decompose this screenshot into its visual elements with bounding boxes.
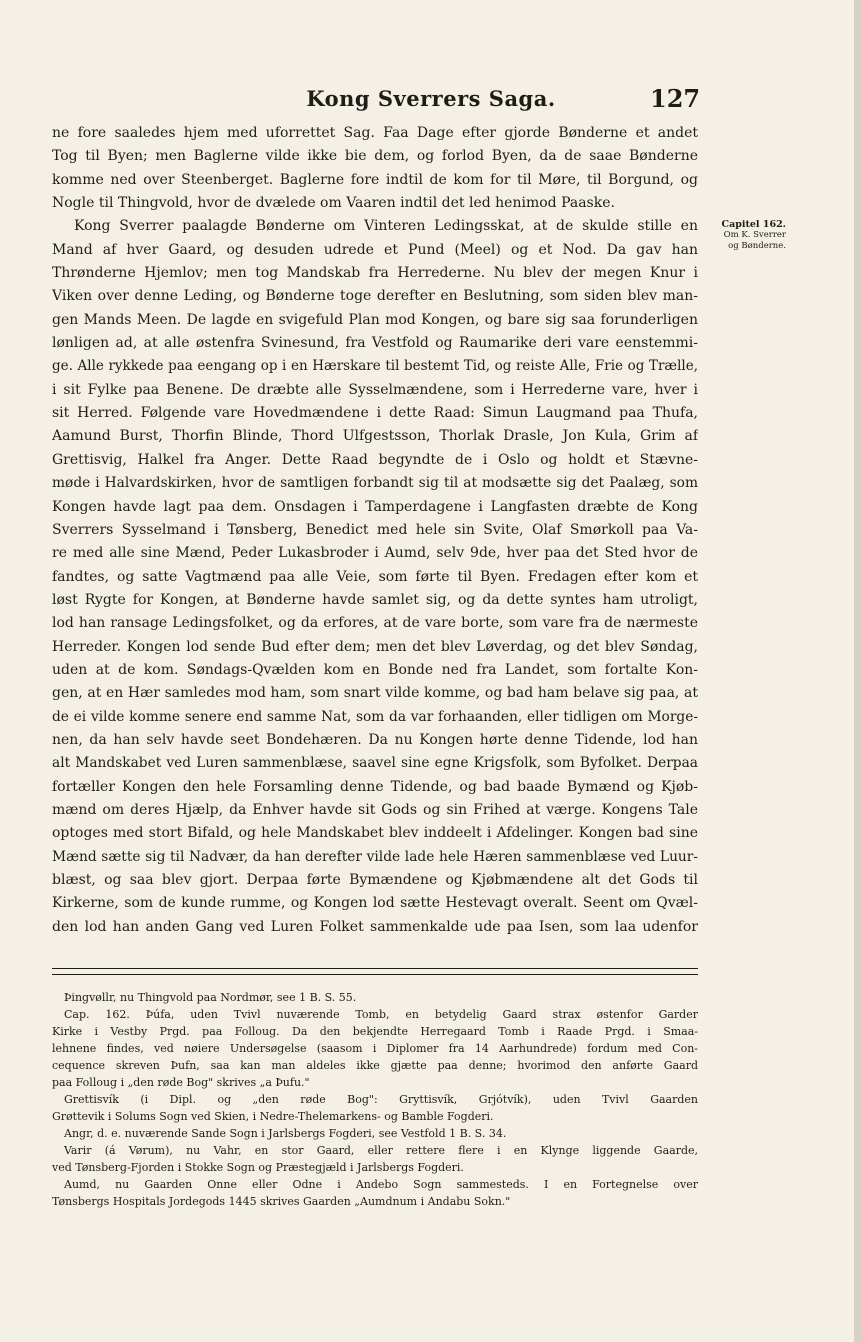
footnote-line: Grøttevik i Solums Sogn ved Skien, i Nedre-Thelemarkens- og Bamble Fogderi.: [52, 1110, 494, 1123]
body-line: mænd om deres Hjælp, da Enhver havde sit Gods og sin Frihed at værge. Kongens Tale: [52, 801, 698, 818]
footnote-line: Grettisvík (i Dipl. og „den røde Bog": Gryttisvík, Grjótvík), uden Tvivl Gaarden: [64, 1093, 698, 1106]
margin-note-line: Om K. Sverrer: [723, 230, 786, 240]
footnote-line: Þingvøllr, nu Thingvold paa Nordmør, see 1 B. S. 55.: [64, 991, 357, 1004]
body-line: Mænd sætte sig til Nadvær, da han derefter vilde lade hele Hæren sammenblæse ved Luur-: [52, 848, 698, 865]
body-line: ge. Alle rykkede paa eengang op i en Hærskare til bestemt Tid, og reiste Alle, Frie og Trælle,: [52, 358, 698, 375]
footnote-line: Angr, d. e. nuværende Sande Sogn i Jarlsbergs Fogderi, see Vestfold 1 B. S. 34.: [64, 1127, 507, 1140]
footnote-line: Tønsbergs Hospitals Jordegods 1445 skrives Gaarden „Aumdnum i Andabu Sokn.": [52, 1195, 511, 1208]
body-line: optoges med stort Bifald, og hele Mandskabet blev inddeelt i Afdelinger. Kongen bad sine: [52, 825, 698, 842]
body-line: uden at de kom. Søndags-Qvælden kom en Bonde ned fra Landet, som fortalte Kon-: [52, 661, 698, 678]
body-line: Herreder. Kongen lod sende Bud efter dem; men det blev Løverdag, og det blev Søndag,: [52, 638, 698, 655]
body-line: Viken over denne Leding, og Bønderne toge derefter en Beslutning, som siden blev man-: [52, 288, 698, 305]
body-line: Thrønderne Hjemlov; men tog Mandskab fra Herrederne. Nu blev der megen Knur i: [52, 265, 698, 282]
body-line: blæst, og saa blev gjort. Derpaa førte Bymændene og Kjøbmændene alt det Gods til: [52, 872, 698, 888]
footnote-line: paa Folloug i „den røde Bog" skrives „a Þufu.": [52, 1076, 310, 1089]
body-line: lod han ransage Ledingsfolket, og da erfores, at de vare borte, som vare fra de nærmeste: [52, 615, 698, 632]
running-title: Kong Sverrers Saga.: [306, 86, 556, 111]
page-header: [0, 86, 862, 116]
body-line: Kongen havde lagt paa dem. Onsdagen i Tamperdagene i Langfasten dræbte de Kong: [52, 498, 698, 515]
page-edge: [854, 0, 862, 1342]
page-number: 127: [650, 84, 701, 113]
footnote-line: lehnene findes, ved nøiere Undersøgelse (saasom i Diplomer fra 14 Aarhundrede) fordum med Con-: [52, 1042, 698, 1055]
body-line: Kirkerne, som de kunde rumme, og Kongen lod sætte Hestevagt overalt. Seent om Qvæl-: [52, 895, 698, 912]
footnote-divider: [52, 968, 698, 969]
body-line: Sverrers Sysselmand i Tønsberg, Benedict med hele sin Svite, Olaf Smørkoll paa Va-: [52, 521, 698, 538]
body-line: sit Herred. Følgende vare Hovedmændene i dette Raad: Simun Laugmand paa Thufa,: [52, 405, 698, 422]
body-line: gen Mands Meen. De lagde en svigefuld Plan mod Kongen, og bare sig saa forunderligen: [52, 311, 698, 328]
body-line: Tog til Byen; men Baglerne vilde ikke bie dem, og forlod Byen, da de saae Bønderne: [52, 148, 698, 165]
body-line: nen, da han selv havde seet Bondehæren. Da nu Kongen hørte denne Tidende, lod han: [52, 731, 698, 748]
footnote-line: ved Tønsberg-Fjorden i Stokke Sogn og Præstegjæld i Jarlsbergs Fogderi.: [52, 1161, 464, 1174]
footnote-divider: [52, 974, 698, 975]
body-line: fandtes, og satte Vagtmænd paa alle Veie, som førte til Byen. Fredagen efter kom et: [52, 568, 698, 585]
body-line: re med alle sine Mænd, Peder Lukasbroder i Aumd, selv 9de, hver paa det Sted hvor de: [52, 545, 698, 562]
body-line: de ei vilde komme senere end samme Nat, som da var forhaanden, eller tidligen om Morge-: [52, 708, 698, 725]
body-line: Nogle til Thingvold, hvor de dvælede om Vaaren indtil det led henimod Paaske.: [52, 195, 615, 212]
body-line: alt Mandskabet ved Luren sammenblæse, saavel sine egne Krigsfolk, som Byfolket. Derpaa: [52, 755, 698, 772]
footnote-line: Aumd, nu Gaarden Onne eller Odne i Andebo Sogn sammesteds. I en Fortegnelse over: [64, 1178, 698, 1191]
footnote-line: Kirke i Vestby Prgd. paa Folloug. Da den bekjendte Herregaard Tomb i Raade Prgd. i Smaa-: [52, 1025, 698, 1038]
body-line: gen, at en Hær samledes mod ham, som snart vilde komme, og bad ham belave sig paa, at: [52, 685, 698, 702]
body-line: i sit Fylke paa Benene. De dræbte alle Sysselmændene, som i Herrederne vare, hver i: [52, 381, 698, 398]
body-line: fortæller Kongen den hele Forsamling denne Tidende, og bad baade Bymænd og Kjøb-: [52, 778, 698, 795]
chapter-margin-note: [704, 219, 786, 252]
body-line: Aamund Burst, Thorfin Blinde, Thord Ulfgestsson, Thorlak Drasle, Jon Kula, Grim af: [52, 428, 698, 445]
body-text: [52, 122, 698, 939]
footnote-line: cequence skreven Þufn, saa kan man aldeles ikke gjætte paa denne; hvorimod den anførte Gaard: [52, 1059, 698, 1072]
body-line: Mand af hver Gaard, og desuden udrede et Pund (Meel) og et Nod. Da gav han: [52, 241, 698, 258]
footnote-line: Varir (á Vørum), nu Vahr, en stor Gaard, eller rettere flere i en Klynge liggende Gaarde,: [64, 1144, 698, 1157]
body-line: lønligen ad, at alle østenfra Svinesund, fra Vestfold og Raumarike deri vare eenstemmi-: [52, 335, 698, 352]
body-line: den lod han anden Gang ved Luren Folket sammenkalde ude paa Isen, som laa udenfor: [52, 918, 698, 935]
body-line: Kong Sverrer paalagde Bønderne om Vinteren Ledingsskat, at de skulde stille en: [74, 218, 698, 235]
margin-note-line: og Bønderne.: [728, 241, 786, 251]
body-line: møde i Halvardskirken, hvor de samtligen forbandt sig til at modsætte sig det Paalæg, som: [52, 475, 698, 492]
footnote-line: Cap. 162. Þúfa, uden Tvivl nuværende Tomb, en betydelig Gaard strax østenfor Garder: [64, 1008, 698, 1021]
body-line: komme ned over Steenberget. Baglerne fore indtil de kom for til Møre, til Borgund, og: [52, 171, 698, 188]
margin-chapter-label: Capitel 162.: [721, 219, 786, 230]
body-line: Grettisvig, Halkel fra Anger. Dette Raad begyndte de i Oslo og holdt et Stævne-: [52, 451, 698, 468]
footnotes: [52, 989, 698, 1210]
body-line: ne fore saaledes hjem med uforrettet Sag. Faa Dage efter gjorde Bønderne et andet: [52, 125, 698, 141]
body-line: løst Rygte for Kongen, at Bønderne havde samlet sig, og da dette syntes ham utroligt,: [52, 591, 698, 608]
